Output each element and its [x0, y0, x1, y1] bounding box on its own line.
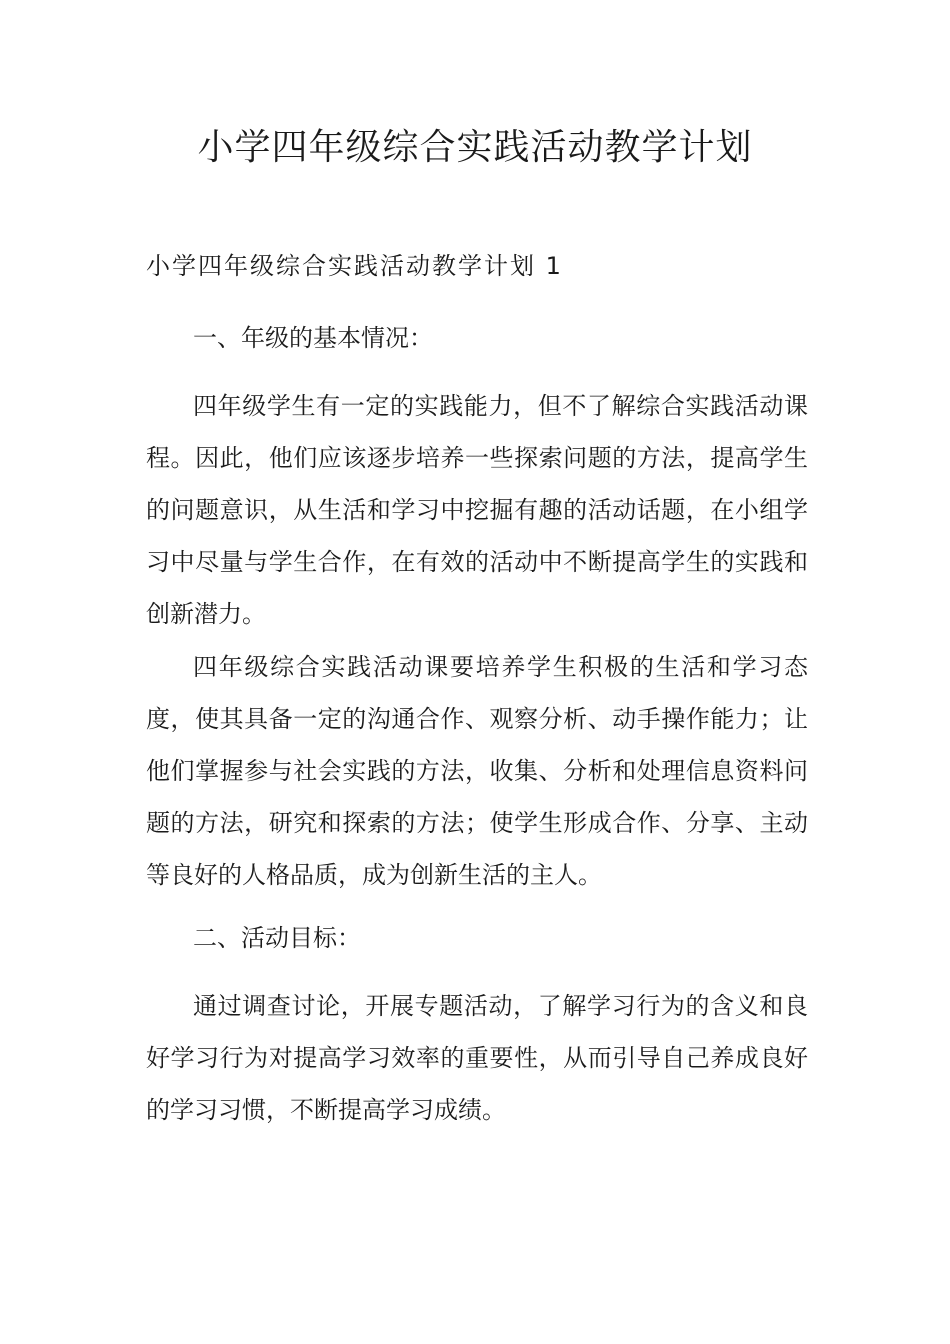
paragraph-student-ability: 四年级学生有一定的实践能力，但不了解综合实践活动课程。因此，他们应该逐步培养一些探索问题的方法，提高学生的问题意识，从生活和学习中挖掘有趣的活动话题，在小组学习中尽量与学生合作，在有效的活动中不断提高学生的实践和创新潜力。: [146, 392, 808, 628]
paragraph-course-goals: 四年级综合实践活动课要培养学生积极的生活和学习态度，使其具备一定的沟通合作、观察分析、动手操作能力；让他们掌握参与社会实践的方法，收集、分析和处理信息资料问题的方法，研究和探索的方法；使学生形成合作、分享、主动等良好的人格品质，成为创新生活的主人。: [146, 653, 808, 889]
plan-subtitle: 小学四年级综合实践活动教学计划 1: [146, 252, 563, 280]
document-title: 小学四年级综合实践活动教学计划: [197, 127, 753, 168]
paragraph-activity-goals: 通过调查讨论，开展专题活动，了解学习行为的含义和良好学习行为对提高学习效率的重要性，从而引导自己养成良好的学习习惯，不断提高学习成绩。: [146, 992, 808, 1124]
section-heading-basic-situation: 一、年级的基本情况：: [193, 324, 433, 352]
section-heading-activity-goals: 二、活动目标：: [193, 924, 361, 952]
